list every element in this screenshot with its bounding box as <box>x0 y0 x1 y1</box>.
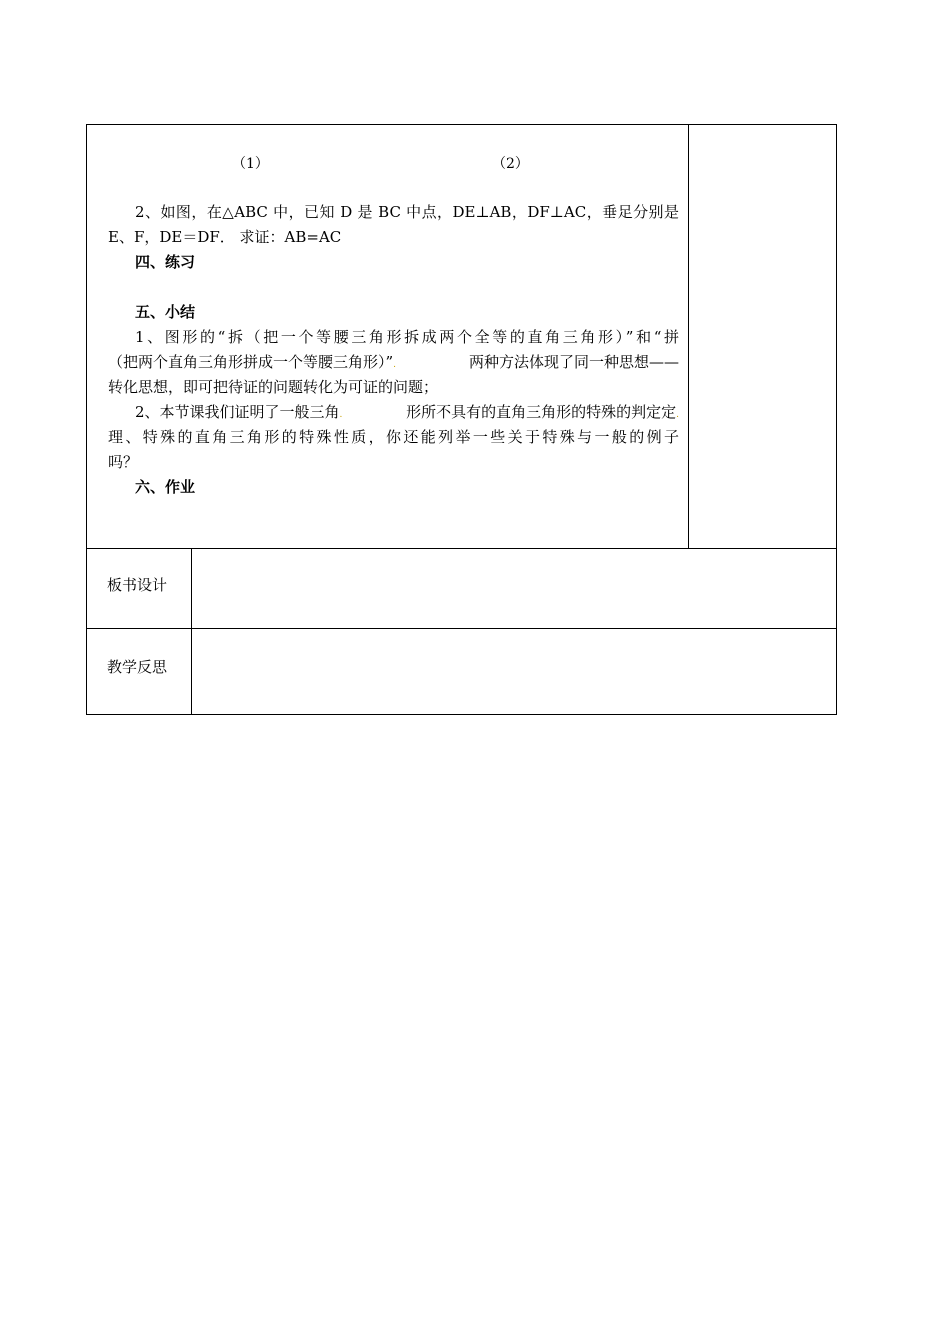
summary1-line1: 1、图形的“拆（把一个等腰三角形拆成两个全等的直角三角形）”和“拼 <box>135 328 679 346</box>
summary1-line2-part2: 两种方法体现了同一种思想—— <box>468 353 679 371</box>
row-label-teaching-reflection: 教学反思 <box>107 658 168 676</box>
emphasis-mark: . <box>393 360 397 370</box>
emphasis-mark: . <box>339 410 343 420</box>
summary1-line2 <box>108 350 679 378</box>
summary2-line2: 理、特殊的直角三角形的特殊性质，你还能列举一些关于特殊与一般的例子 <box>108 428 679 446</box>
summary2-line1-part2: 形所不具有的直角三角形的特殊的判定定 <box>406 403 677 421</box>
section-heading-summary: 五、小结 <box>135 303 196 321</box>
row-content-board-design <box>192 549 836 628</box>
row-content-teaching-reflection <box>192 629 836 714</box>
figure-label-2: （2） <box>492 156 529 172</box>
summary2-line3: 吗？ <box>108 453 139 471</box>
problem2-line2: E、F，DE＝DF． 求证：AB=AC <box>108 228 342 246</box>
figure-label-1: （1） <box>232 156 269 172</box>
table-border-bottom <box>86 714 837 715</box>
summary2-line1-part1: 2、本节课我们证明了一般三角 <box>135 403 340 421</box>
table-border-right <box>836 124 837 715</box>
column-divider-upper <box>688 124 689 549</box>
table-border-left <box>86 124 87 715</box>
table-border-top <box>86 124 837 125</box>
emphasis-mark: . <box>676 410 679 420</box>
summary1-line2-part1: （把两个直角三角形拼成一个等腰三角形）” <box>108 353 394 371</box>
section-heading-homework: 六、作业 <box>135 478 196 496</box>
section-heading-practice: 四、练习 <box>135 253 196 271</box>
problem2-line1: 2、如图，在△ABC 中，已知 D 是 BC 中点，DE⊥AB，DF⊥AC，垂足分别是 <box>135 203 679 221</box>
summary1-line3: 转化思想，即可把待证的问题转化为可证的问题； <box>108 378 439 396</box>
row-label-board-design: 板书设计 <box>107 576 168 594</box>
summary2-line1 <box>135 400 679 428</box>
